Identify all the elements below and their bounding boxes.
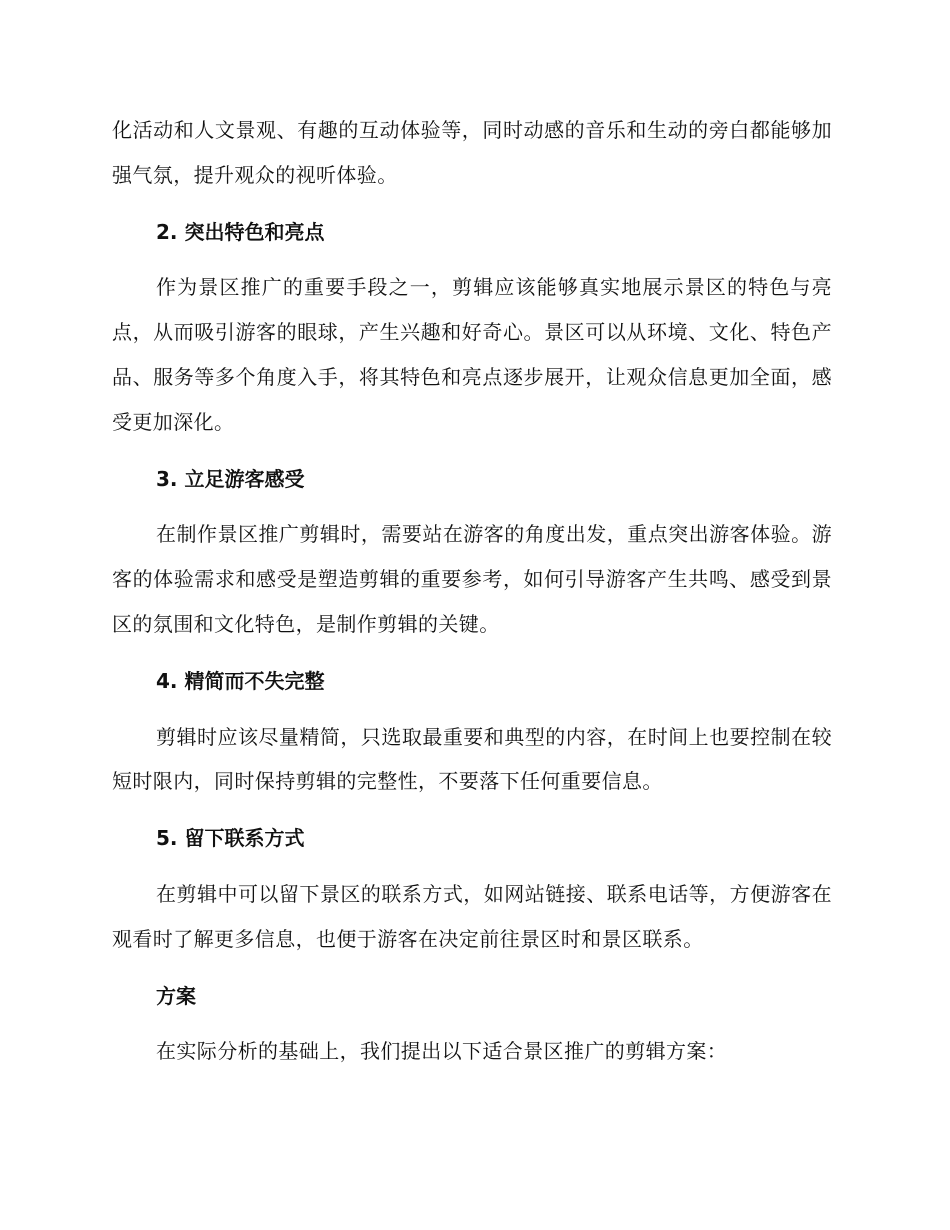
section-heading-3: 3. 立足游客感受 [156,466,305,491]
section-heading-5: 5. 留下联系方式 [156,826,305,851]
section-heading-4: 4. 精简而不失完整 [156,668,325,693]
document-page [112,108,832,1074]
section-body-4: 剪辑时应该尽量精简，只选取最重要和典型的内容，在时间上也要控制在较短时限内，同时保持剪辑的完整性，不要落下任何重要信息。 [112,724,832,794]
section-heading-2: 2. 突出特色和亮点 [156,219,325,244]
intro-paragraph: 化活动和人文景观、有趣的互动体验等，同时动感的音乐和生动的旁白都能够加强气氛，提升观众的视听体验。 [112,118,832,187]
section-body-3: 在制作景区推广剪辑时，需要站在游客的角度出发，重点突出游客体验。游客的体验需求和感受是塑造剪辑的重要参考，如何引导游客产生共鸣、感受到景区的氛围和文化特色，是制作剪辑的关键。 [112,522,832,636]
section-heading-plan: 方案 [156,983,196,1008]
section-body-2: 作为景区推广的重要手段之一，剪辑应该能够真实地展示景区的特色与亮点，从而吸引游客的眼球，产生兴趣和好奇心。景区可以从环境、文化、特色产品、服务等多个角度入手，将其特色和亮点逐步展开，让观众信息更加全面，感受更加深化。 [112,275,832,434]
section-body-plan: 在实际分析的基础上，我们提出以下适合景区推广的剪辑方案： [156,1039,728,1064]
section-body-5: 在剪辑中可以留下景区的联系方式，如网站链接、联系电话等，方便游客在观看时了解更多信息，也便于游客在决定前往景区时和景区联系。 [112,881,832,951]
